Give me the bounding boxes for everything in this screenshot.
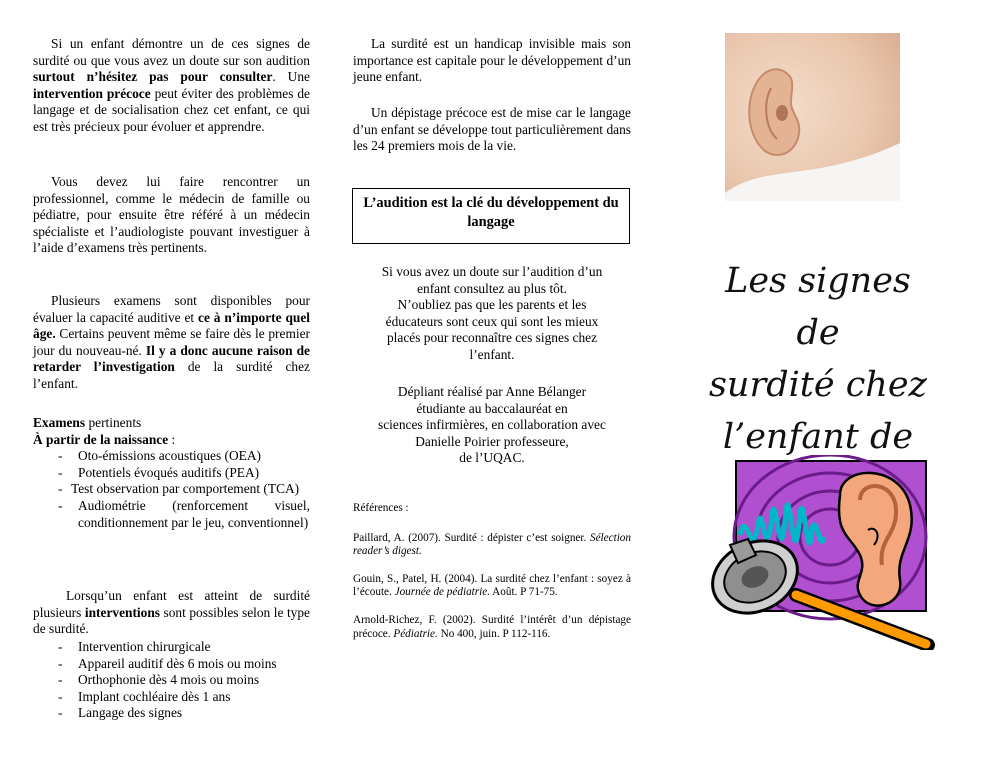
references-title: Références : <box>353 502 409 514</box>
list-item: - Appareil auditif dès 6 mois ou moins <box>33 656 310 673</box>
references <box>353 502 631 641</box>
paragraph-early-screening: Un dépistage précoce est de mise car le langage d’un enfant se développe tout particulièrement dans les 24 premiers mois de la vie. <box>353 105 631 154</box>
list-item: - Potentiels évoqués auditifs (PEA) <box>33 465 310 482</box>
brochure-title: Les signes de surdité chez l’enfant de <box>708 261 928 457</box>
doubt-notice <box>353 264 631 364</box>
reference-item: Gouin, S., Patel, H. (2004). La surdité chez l’enfant : soyez à l’écoute. Journée de pédiatrie. Août. P 71-75. <box>353 572 631 599</box>
ear-otoscope-clipart <box>700 455 940 650</box>
paragraph-signs-consult: Si un enfant démontre un de ces signes de surdité ou que vous avez un doute sur son audition surtout n’hésitez pas pour consulter. Une intervention précoce peut éviter des problèmes de langage et de socialisation chez cet enfant, ce qui est très précieux pour évoluer et apprendre. <box>33 36 310 134</box>
exams-heading: Examens pertinents <box>33 415 142 430</box>
ear-otoscope-icon <box>700 455 940 650</box>
doubt-text: Si vous avez un doute sur l’audition d’un enfant consultez au plus tôt. <box>381 264 603 296</box>
exams-section <box>33 415 310 531</box>
credit-block: Dépliant réalisé par Anne Bélanger étudiante au baccalauréat en sciences infirmières, en collaboration avec Danielle Poirier professeure, de l’UQAC. <box>378 384 606 466</box>
parents-text: N’oubliez pas que les parents et les éducateurs sont ceux qui sont les mieux placés pour reconnaître ces signes chez l’enfant. <box>385 297 599 362</box>
list-item: - Orthophonie dès 4 mois ou moins <box>33 672 310 689</box>
birth-heading: À partir de la naissance : <box>33 431 176 447</box>
list-item: - Intervention chirurgicale <box>33 639 310 656</box>
exams-list <box>33 448 310 531</box>
reference-item: Arnold-Richez, F. (2002). Surdité l’intérêt d’un dépistage précoce. Pédiatrie. No 400, juin. P 112-116. <box>353 613 631 640</box>
paragraph-invisible-handicap: La surdité est un handicap invisible mais son importance est capitale pour le développement d’un jeune enfant. <box>353 36 631 85</box>
paragraph-interventions: Lorsqu’un enfant est atteint de surdité plusieurs interventions sont possibles selon le type de surdité. <box>33 588 310 637</box>
list-item: - Langage des signes <box>33 705 310 722</box>
reference-item: Paillard, A. (2007). Surdité : dépister c’est soigner. Sélection reader’s digest. <box>353 531 631 558</box>
interventions-list <box>33 639 310 722</box>
list-item: - Implant cochléaire dès 1 ans <box>33 689 310 706</box>
list-item: - Oto-émissions acoustiques (OEA) <box>33 448 310 465</box>
baby-ear-image <box>725 33 900 201</box>
paragraph-exams-available: Plusieurs examens sont disponibles pour évaluer la capacité auditive et ce à n’importe quel âge. Certains peuvent même se faire dès le premier jour du nouveau-né. Il y a donc aucune raison de retarder l’investigation de la surdité chez l’enfant. <box>33 293 311 391</box>
list-item: - Test observation par comportement (TCA) <box>33 481 310 498</box>
key-message-box: L’audition est la clé du développement du langage <box>352 188 630 244</box>
paragraph-professional: Vous devez lui faire rencontrer un professionnel, comme le médecin de famille ou pédiatre, pour ensuite être référé à un médecin spécialiste et l’audiologiste pouvant investiguer à l’aide d’examens très pertinents. <box>33 174 310 256</box>
baby-ear-photo <box>725 33 900 201</box>
list-item: - Audiométrie (renforcement visuel, conditionnement par le jeu, conventionnel) <box>33 498 310 531</box>
